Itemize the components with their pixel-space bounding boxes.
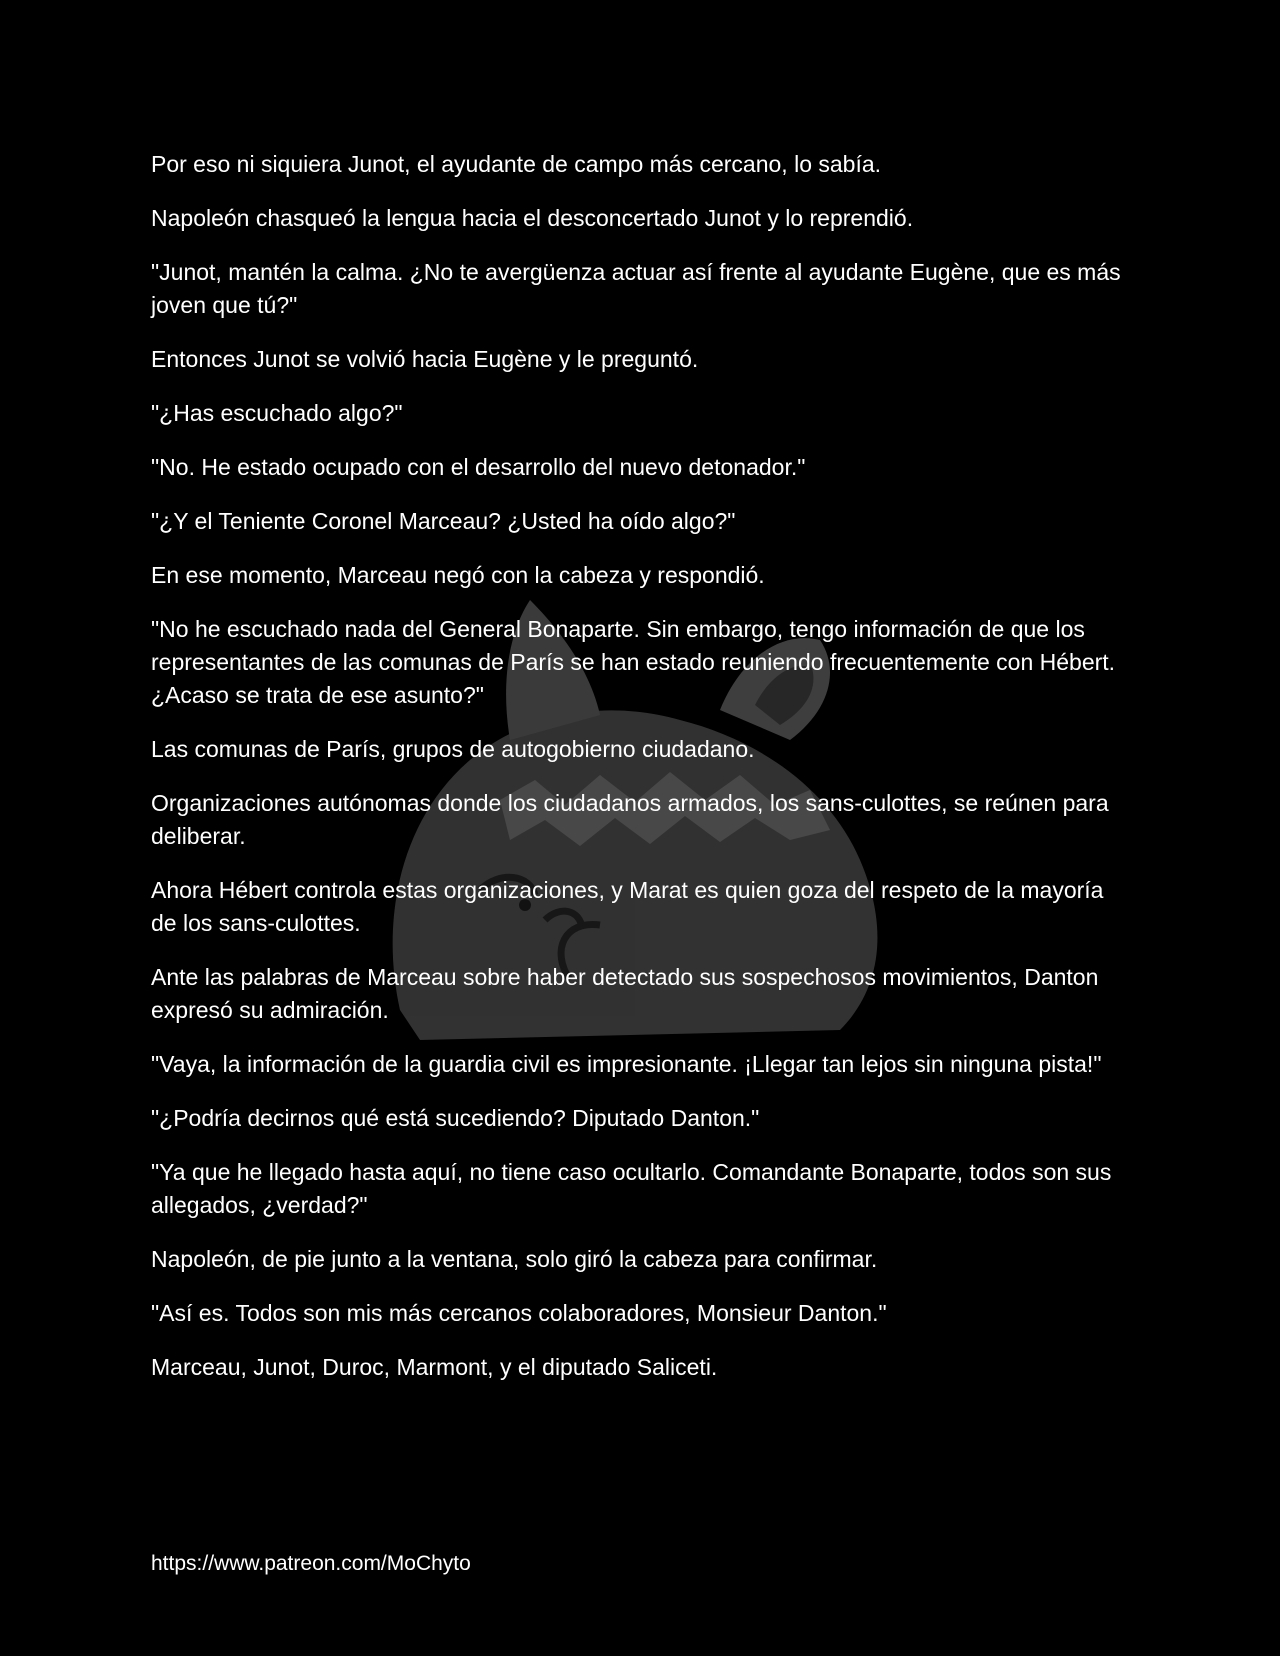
paragraph: "¿Y el Teniente Coronel Marceau? ¿Usted ha oído algo?" — [151, 508, 736, 534]
patreon-link[interactable]: https://www.patreon.com/MoChyto — [151, 1552, 471, 1575]
paragraph: "Junot, mantén la calma. ¿No te avergüenza actuar así frente al ayudante Eugène, que es más joven que tú?" — [151, 259, 1121, 318]
paragraph: En ese momento, Marceau negó con la cabeza y respondió. — [151, 562, 765, 588]
paragraph: "Así es. Todos son mis más cercanos colaboradores, Monsieur Danton." — [151, 1300, 887, 1326]
paragraph: "No he escuchado nada del General Bonaparte. Sin embargo, tengo información de que los representantes de las comunas de París se han estado reuniendo frecuentemente con Hébert. ¿Acaso se trata de ese asunto?" — [151, 616, 1116, 708]
paragraph: Las comunas de París, grupos de autogobierno ciudadano. — [151, 736, 755, 762]
paragraph: Organizaciones autónomas donde los ciudadanos armados, los sans-culottes, se reúnen para deliberar. — [151, 790, 1109, 849]
paragraph: Ante las palabras de Marceau sobre haber detectado sus sospechosos movimientos, Danton expresó su admiración. — [151, 964, 1099, 1023]
paragraph: Marceau, Junot, Duroc, Marmont, y el diputado Saliceti. — [151, 1354, 718, 1380]
paragraph: Ahora Hébert controla estas organizaciones, y Marat es quien goza del respeto de la mayoría de los sans-culottes. — [151, 877, 1104, 936]
paragraph: "¿Podría decirnos qué está sucediendo? Diputado Danton." — [151, 1105, 760, 1131]
paragraph: "Vaya, la información de la guardia civil es impresionante. ¡Llegar tan lejos sin ninguna pista!" — [151, 1051, 1102, 1077]
paragraph: "¿Has escuchado algo?" — [151, 400, 403, 426]
paragraph: Napoleón chasqueó la lengua hacia el desconcertado Junot y lo reprendió. — [151, 205, 914, 231]
paragraph: "Ya que he llegado hasta aquí, no tiene caso ocultarlo. Comandante Bonaparte, todos son sus allegados, ¿verdad?" — [151, 1159, 1112, 1218]
paragraph: Entonces Junot se volvió hacia Eugène y le preguntó. — [151, 346, 699, 372]
story-text — [151, 148, 1131, 1405]
paragraph: "No. He estado ocupado con el desarrollo del nuevo detonador." — [151, 454, 806, 480]
paragraph: Napoleón, de pie junto a la ventana, solo giró la cabeza para confirmar. — [151, 1246, 878, 1272]
paragraph: Por eso ni siquiera Junot, el ayudante de campo más cercano, lo sabía. — [151, 151, 882, 177]
